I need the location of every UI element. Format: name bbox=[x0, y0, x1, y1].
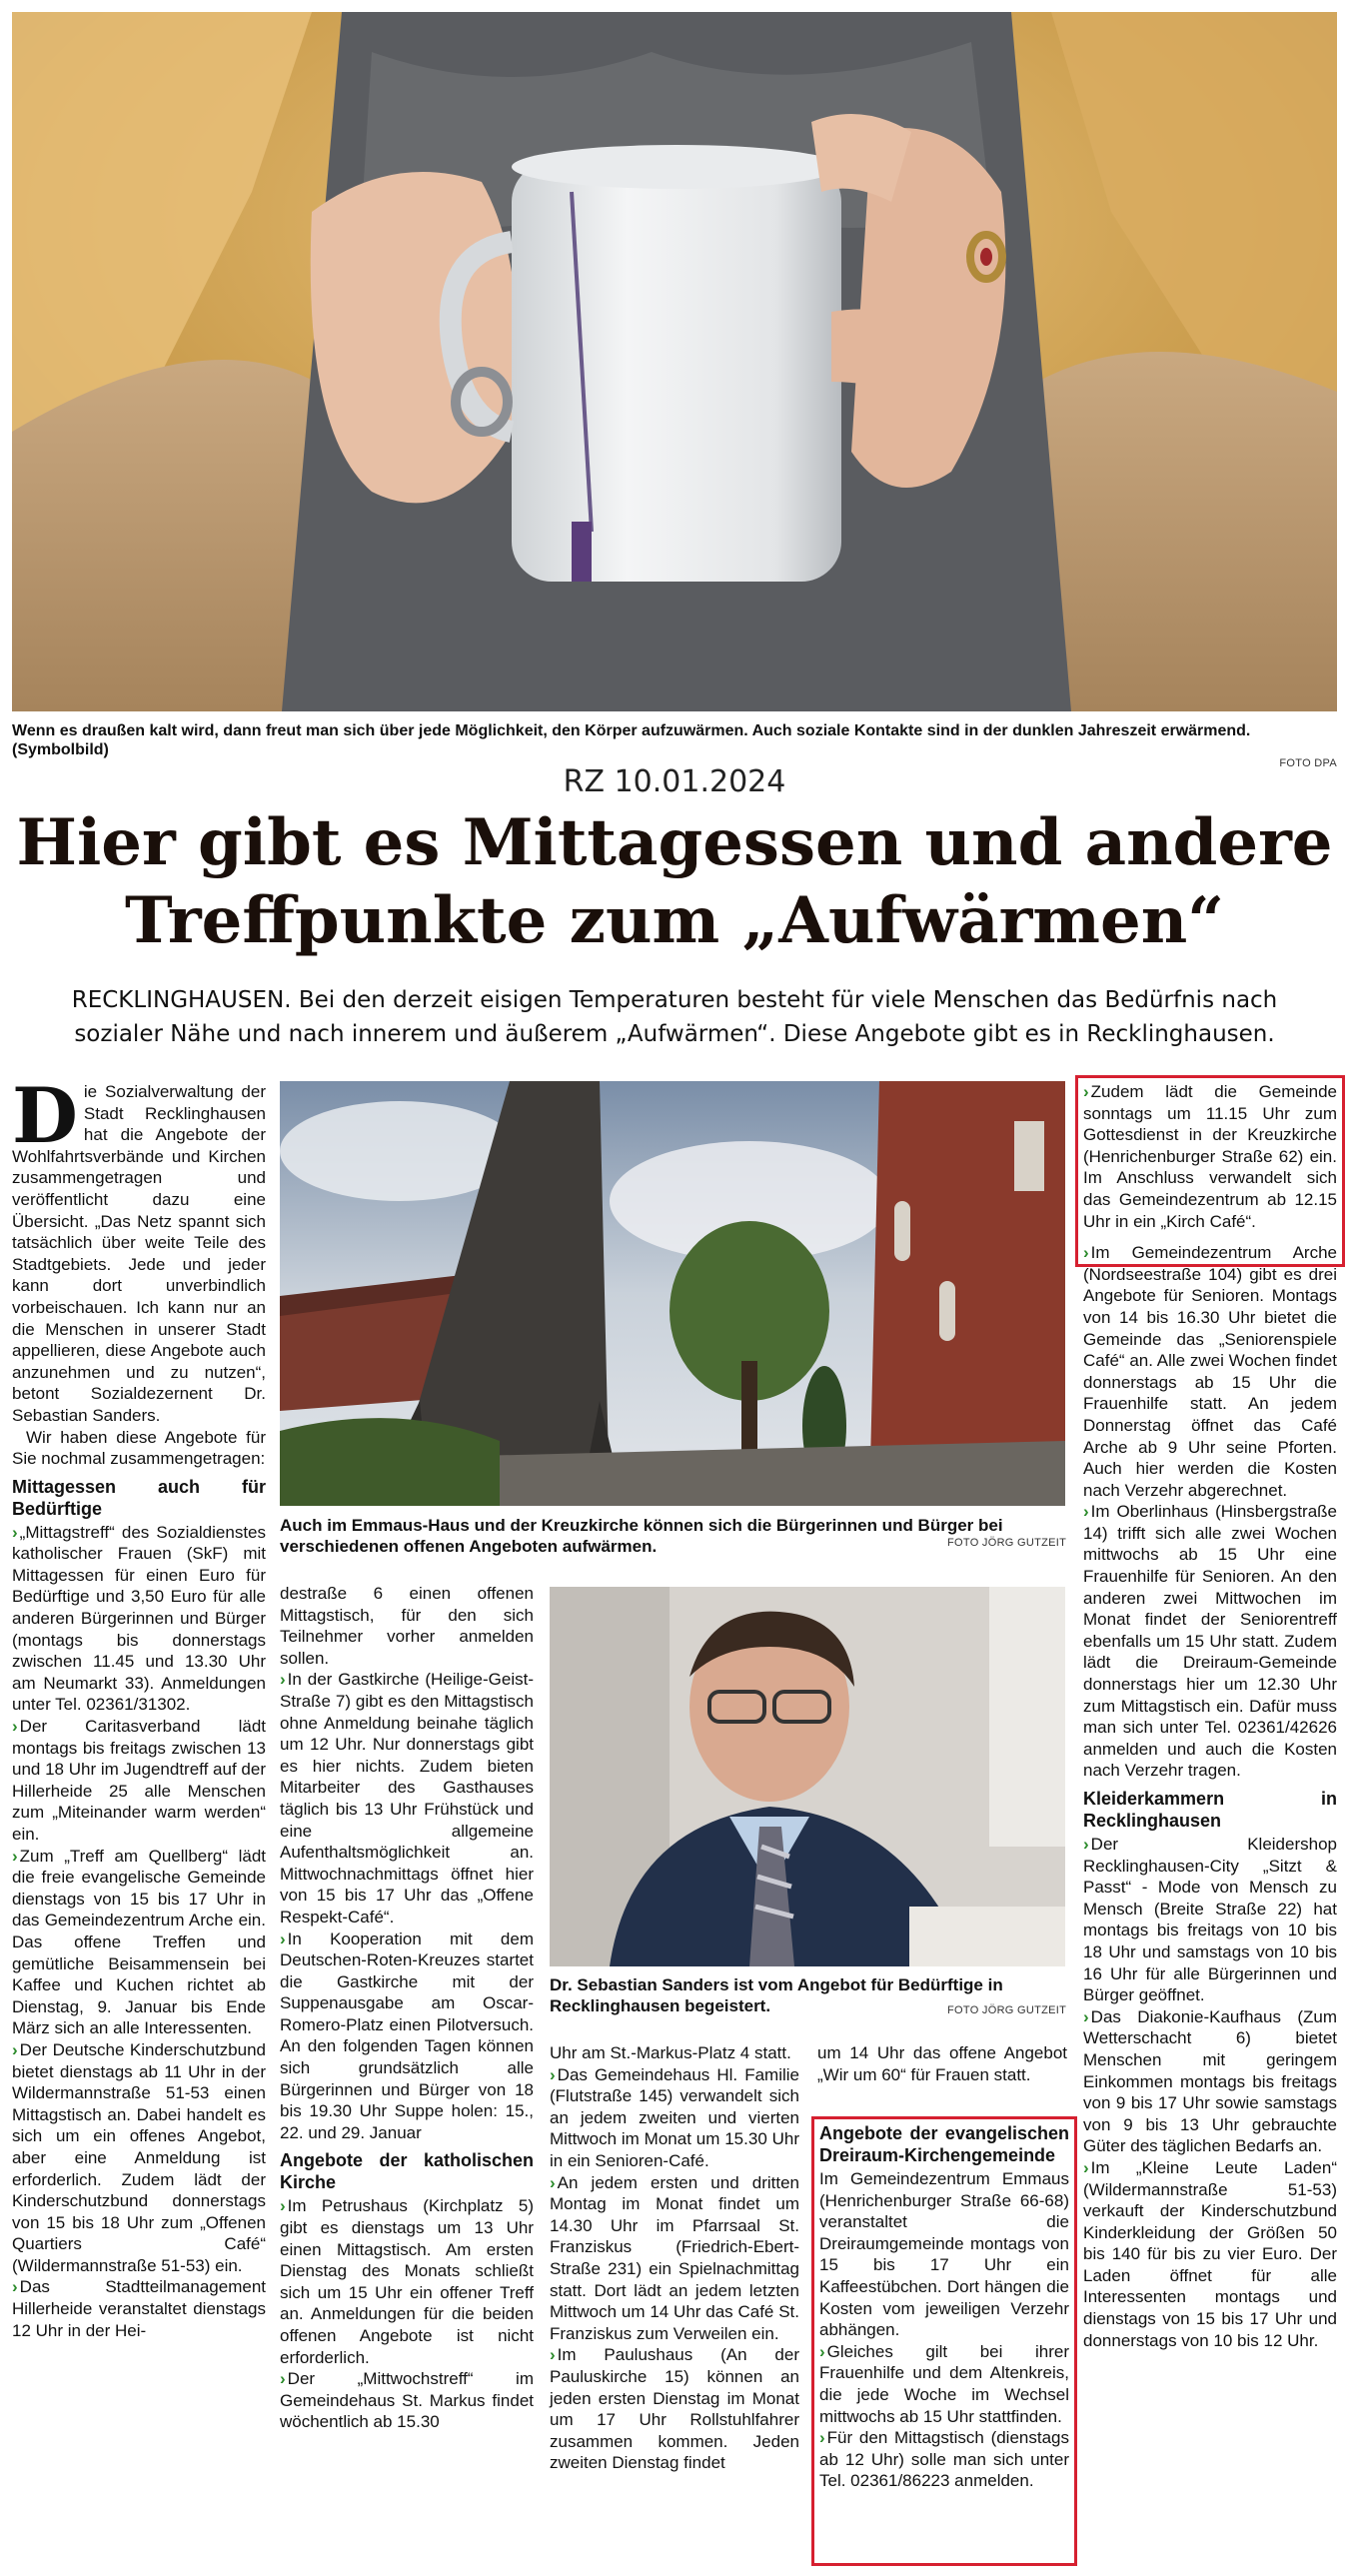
bullet-arrow-icon: › bbox=[1083, 2157, 1089, 2177]
paragraph: Wir haben diese Angebote für Sie nochmal zusammengetragen: bbox=[12, 1427, 266, 1469]
portrait-photo bbox=[550, 1587, 1065, 1966]
bullet-arrow-icon: › bbox=[1083, 2006, 1089, 2026]
headline-line-2: Treffpunkte zum „Aufwärmen“ bbox=[124, 883, 1225, 958]
bullet-arrow-icon: › bbox=[1083, 1082, 1089, 1101]
hero-photo bbox=[12, 12, 1337, 711]
list-item: › An jedem ersten und dritten Montag im Monat findet um 14.30 Uhr im Pfarrsaal St. Franziskus (Friedrich-Ebert-Straße 231) ein Spielnachmittag statt. Dort lädt an jedem letzten Mittwoch um 14 Uhr das Café St. Franziskus zum Verweilen ein. bbox=[550, 2172, 799, 2343]
list-item: › In der Gastkirche (Heilige-Geist-Straße 7) gibt es den Mittagstisch ohne Anmeldung beinahe täglich um 12 Uhr. Nur donnerstags gibt es hier nichts. Zudem bieten Mitarbeiter des Gasthauses täglich bis 13 Uhr Frühstück und eine allgemeine Aufenthaltsmöglichkeit an. Mittwochnachmittags öffnet hier von 15 bis 17 Uhr das „Offene Respekt-Café“. bbox=[280, 1670, 534, 1927]
bullet-arrow-icon: › bbox=[280, 1929, 286, 1948]
intro-text: ie Sozialverwaltung der Stadt Recklinghausen hat die Angebote der Wohlfahrtsverbände und Kirchen zusammengetragen und veröffentlicht dazu eine Übersicht. „Das Netz spannt sich tatsächlich über weite Teile des Stadtgebiets. Jede und jeder kann dort unverbindlich vorbeischauen. Ich kann nur an die Menschen in unserer Stadt appellieren, diese Angebote auch anzunehmen und zu nutzen“, betont Sozialdezernent Dr. Sebastian Sanders. bbox=[12, 1082, 266, 1425]
list-item: › Der Deutsche Kinderschutzbund bietet dienstags ab 11 Uhr in der Wildermannstraße 51-53 einen Mittagstisch an. Dabei handelt es sich um ein offenes Angebot, aber eine Anmeldung ist erforderlich. Zudem lädt der Kinderschutzbund donnerstags von 15 bis 18 Uhr zum „Offenen Quartiers Café“ (Wildermannstraße 51-53) ein. bbox=[12, 2039, 266, 2275]
list-item: › Zudem lädt die Gemeinde sonntags um 11.15 Uhr zum Gottesdienst in der Kreuzkirche (Henrichenburger Straße 62) ein. Im Anschluss verwandelt sich das Gemeindezentrum ab 12.15 Uhr in ein „Kirch Café“. bbox=[1083, 1082, 1337, 1231]
paragraph: Im Gemeindezentrum Emmaus (Henrichenburger Straße 66-68) veranstaltet die Dreiraumgemeinde montags von 15 bis 17 Uhr ein Kaffeestübchen. Dort hängen die Kosten vom jeweiligen Verzehr abhängen. bbox=[819, 2169, 1069, 2340]
date-stamp: RZ 10.01.2024 bbox=[563, 764, 786, 799]
bullet-arrow-icon: › bbox=[1083, 1243, 1089, 1263]
list-item: › Das Gemeindehaus Hl. Familie (Flutstraße 145) verwandelt sich an jedem zweiten und vierten Mittwoch im Monat um 15.30 Uhr in ein Senioren-Café. bbox=[550, 2064, 799, 2170]
list-item: › Der Kleidershop Recklinghausen-City „Sitzt & Passt“ - Mode von Mensch zu Mensch (Breite Straße 22) hat montags bis freitags von 10 bis 18 Uhr und samstags von 10 bis 16 Uhr für alle Bürgerinnen und Bürger geöffnet. bbox=[1083, 1835, 1337, 2005]
hands-holding-mug-image bbox=[12, 12, 1337, 711]
bullet-arrow-icon: › bbox=[12, 2039, 18, 2059]
photo1-credit: FOTO JÖRG GUTZEIT bbox=[947, 1537, 1067, 1549]
bullet-arrow-icon: › bbox=[280, 2369, 286, 2389]
emmaus-kreuzkirche-image bbox=[280, 1081, 1065, 1506]
list-item: › Der Caritasverband lädt montags bis freitags zwischen 13 und 18 Uhr im Jugendtreff auf der Hillerheide 25 alle Menschen zum „Miteinander warm werden“ ein. bbox=[12, 1717, 266, 1844]
column-1 bbox=[12, 1071, 266, 2341]
list-item: › Im Paulushaus (An der Pauluskirche 15) können an jeden ersten Dienstag im Monat um 17 Uhr Rollstuhlfahrer zusammen kommen. Jeden zweiten Dienstag findet bbox=[550, 2345, 799, 2473]
headline-line-1: Hier gibt es Mittagessen und andere bbox=[16, 805, 1333, 880]
bullet-arrow-icon: › bbox=[12, 2277, 18, 2297]
hero-caption: Wenn es draußen kalt wird, dann freut man sich über jede Möglichkeit, den Körper aufzuwärmen. Auch soziale Kontakte sind in der dunklen Jahreszeit erwärmend. (Symbolbild) bbox=[12, 722, 1251, 758]
bullet-arrow-icon: › bbox=[1083, 1502, 1089, 1522]
bullet-arrow-icon: › bbox=[1083, 1835, 1089, 1854]
subheading: Kleiderkammern in Recklinghausen bbox=[1083, 1789, 1337, 1831]
list-item: › „Mittagstreff“ des Sozialdienstes katholischer Frauen (SkF) mit Mittagessen für einen Euro für Bedürftige und 3,50 Euro für alle anderen Bürgerinnen und Bürger (montags bis donnerstags zwischen 11.45 und 13.30 Uhr am Neumarkt 33). Anmeldungen unter Tel. 02361/31302. bbox=[12, 1522, 266, 1715]
column-4 bbox=[817, 2042, 1067, 2085]
photo2-credit: FOTO JÖRG GUTZEIT bbox=[947, 2004, 1067, 2016]
list-item: › Zum „Treff am Quellberg“ lädt die freie evangelische Gemeinde dienstags von 15 bis 17 Uhr in das Gemeindezentrum Arche ein. Das offene Treffen und gemütliche Beisammensein bei Kaffee und Kuchen richtet ab Dienstag, 9. Januar bis Ende März sich an alle Interessenten. bbox=[12, 1846, 266, 2038]
photo2-caption: Dr. Sebastian Sanders ist vom Angebot für Bedürftige in Recklinghausen begeistert. bbox=[550, 1975, 1003, 2015]
bullet-arrow-icon: › bbox=[550, 2172, 556, 2192]
list-item: › Im Gemeindezentrum Arche (Nordseestraße 104) gibt es drei Angebote für Senioren. Montags von 14 bis 16.30 Uhr bietet die Gemeinde das „Seniorenspiele Café“ an. Alle zwei Wochen findet donnerstags ab 15 Uhr die Frauenhilfe statt. An jedem Donnerstag öffnet das Café Arche ab 9 Uhr seine Pforten. Auch hier werden die Kosten nach Verzehr abgerechnet. bbox=[1083, 1243, 1337, 1500]
list-item: › Für den Mittagstisch (dienstags ab 12 Uhr) solle man sich unter Tel. 02361/86223 anmelden. bbox=[819, 2428, 1069, 2491]
list-item: › Im „Kleine Leute Laden“ (Wildermannstraße 51-53) verkauft der Kinderschutzbund Kinderkleidung der Größen 50 bis 140 für bis zu vier Euro. Der Laden öffnet für alle Interessenten montags und dienstags von 15 bis 17 Uhr und donnerstags von 10 bis 12 Uhr. bbox=[1083, 2157, 1337, 2350]
sebastian-sanders-image bbox=[550, 1587, 1065, 1966]
column-5 bbox=[1083, 1081, 1337, 2351]
lead-paragraph: RECKLINGHAUSEN. Bei den derzeit eisigen Temperaturen besteht für viele Menschen das Bedürfnis nach sozialer Nähe und nach innerem und äußerem „Aufwärmen“. Diese Angebote gibt es in Recklinghausen. bbox=[71, 987, 1278, 1047]
bullet-arrow-icon: › bbox=[819, 2428, 825, 2448]
column-4-box bbox=[819, 2122, 1069, 2492]
paragraph: destraße 6 einen offenen Mittagstisch, für den sich Teilnehmer vorher anmelden sollen. bbox=[280, 1584, 534, 1668]
list-item: › Der „Mittwochstreff“ im Gemeindehaus St. Markus findet wöchentlich ab 15.30 bbox=[280, 2369, 534, 2432]
bullet-arrow-icon: › bbox=[12, 1717, 18, 1737]
list-item: › Gleiches gilt bei ihrer Frauenhilfe und dem Altenkreis, die jede Woche im Wechsel mittwochs ab 15 Uhr stattfinden. bbox=[819, 2341, 1069, 2426]
bullet-arrow-icon: › bbox=[12, 1522, 18, 1542]
paragraph: um 14 Uhr das offene Angebot „Wir um 60“ für Frauen statt. bbox=[817, 2043, 1067, 2084]
dropcap: D bbox=[12, 1071, 78, 1160]
list-item: › Das Diakonie-Kaufhaus (Zum Wetterschacht 6) bietet Menschen mit geringem Einkommen montags bis freitags von 9 bis 17 Uhr sowie samstags von 9 bis 13 Uhr gebrauchte Güter des täglichen Bedarfs an. bbox=[1083, 2006, 1337, 2156]
list-item: › In Kooperation mit dem Deutschen-Roten-Kreuzes startet die Gastkirche mit der Suppenausgabe am Oscar-Romero-Platz einen Pilotversuch. An den folgenden Tagen können sich grundsätzlich alle Bürgerinnen und Bürger von 18 bis 19.30 Uhr Suppe holen: 15., 22. und 29. Januar bbox=[280, 1929, 534, 2142]
subheading: Angebote der katholischen Kirche bbox=[280, 2150, 534, 2193]
photo1-caption: Auch im Emmaus-Haus und der Kreuzkirche können sich die Bürgerinnen und Bürger bei verschiedenen offenen Angeboten aufwärmen. bbox=[280, 1516, 1003, 1556]
bullet-arrow-icon: › bbox=[280, 1670, 286, 1690]
list-item: › Im Petrushaus (Kirchplatz 5) gibt es dienstags um 13 Uhr einen Mittagstisch. Am ersten Dienstag des Monats schließt sich um 15 Uhr ein offener Treff an. Anmeldungen für die beiden offenen Angebote ist nicht erforderlich. bbox=[280, 2196, 534, 2367]
bullet-arrow-icon: › bbox=[550, 2345, 556, 2365]
bullet-arrow-icon: › bbox=[550, 2064, 556, 2084]
subheading: Angebote der evangelischen Dreiraum-Kirchengemeinde bbox=[819, 2123, 1069, 2165]
list-item: › Das Stadtteilmanagement Hillerheide veranstaltet dienstags 12 Uhr in der Hei- bbox=[12, 2277, 266, 2340]
list-item: › Im Oberlinhaus (Hinsbergstraße 14) trifft sich alle zwei Wochen mittwochs ab 15 Uhr eine Frauenhilfe für Senioren. An den anderen zwei Mittwochen im Monat findet der Seniorentreff ebenfalls um 15 Uhr statt. Zudem lädt die Dreiraum-Gemeinde donnerstags hier um 12.30 Uhr zum Mittagstisch ein. Dafür muss man sich unter Tel. 02361/42626 anmelden und auch die Kosten nach Verzehr tragen. bbox=[1083, 1502, 1337, 1781]
church-photo bbox=[280, 1081, 1065, 1506]
paragraph: Uhr am St.-Markus-Platz 4 statt. bbox=[550, 2043, 791, 2062]
bullet-arrow-icon: › bbox=[819, 2341, 825, 2361]
hero-credit: FOTO DPA bbox=[1279, 757, 1337, 769]
column-3 bbox=[550, 2042, 799, 2474]
headline bbox=[0, 804, 1349, 960]
subheading: Mittagessen auch für Bedürftige bbox=[12, 1476, 266, 1519]
bullet-arrow-icon: › bbox=[280, 2196, 286, 2216]
bullet-arrow-icon: › bbox=[12, 1846, 18, 1866]
column-2 bbox=[280, 1583, 534, 2433]
